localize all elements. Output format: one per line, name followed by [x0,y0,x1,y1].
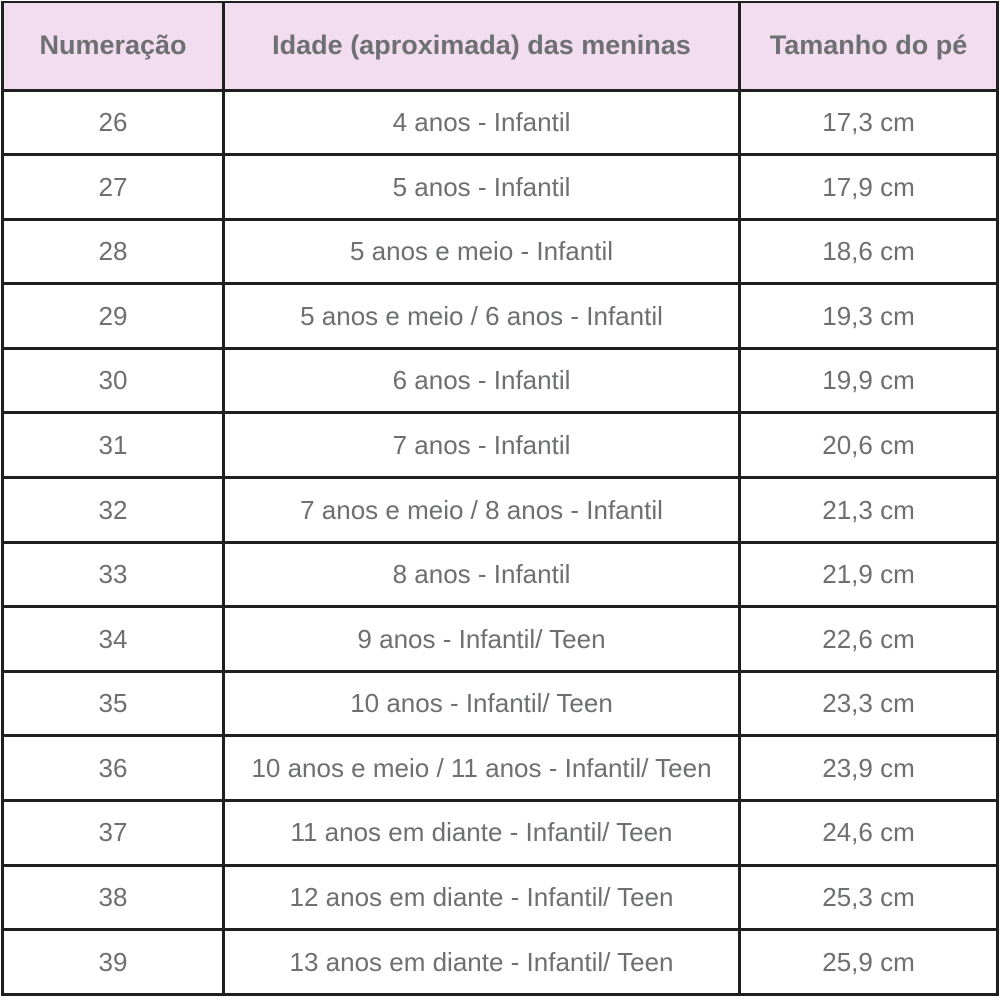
age-cell: 13 anos em diante - Infantil/ Teen [224,930,740,995]
foot-cell: 21,9 cm [740,542,998,607]
table-row [3,219,998,284]
size-cell: 27 [3,155,224,220]
size-cell: 38 [3,865,224,930]
foot-cell: 17,9 cm [740,155,998,220]
table-row [3,284,998,349]
age-cell: 5 anos e meio - Infantil [224,219,740,284]
shoe-size-table [1,1,999,996]
size-cell: 39 [3,930,224,995]
age-cell: 7 anos - Infantil [224,413,740,478]
table-header [3,2,998,90]
table-row [3,90,998,155]
foot-cell: 23,3 cm [740,671,998,736]
age-cell: 7 anos e meio / 8 anos - Infantil [224,478,740,543]
table-row [3,478,998,543]
table-body [3,90,998,995]
age-cell: 6 anos - Infantil [224,348,740,413]
age-cell: 5 anos - Infantil [224,155,740,220]
foot-cell: 19,9 cm [740,348,998,413]
size-cell: 31 [3,413,224,478]
size-cell: 29 [3,284,224,349]
table-row [3,671,998,736]
foot-cell: 17,3 cm [740,90,998,155]
size-cell: 34 [3,607,224,672]
size-cell: 33 [3,542,224,607]
foot-cell: 25,9 cm [740,930,998,995]
table-row [3,348,998,413]
age-cell: 9 anos - Infantil/ Teen [224,607,740,672]
header-cell-tamanho-pe: Tamanho do pé [740,2,998,90]
size-cell: 35 [3,671,224,736]
header-cell-idade: Idade (aproximada) das meninas [224,2,740,90]
age-cell: 4 anos - Infantil [224,90,740,155]
size-cell: 28 [3,219,224,284]
header-cell-numeracao: Numeração [3,2,224,90]
size-cell: 32 [3,478,224,543]
age-cell: 10 anos - Infantil/ Teen [224,671,740,736]
table-row [3,736,998,801]
foot-cell: 21,3 cm [740,478,998,543]
table-row [3,542,998,607]
size-cell: 37 [3,801,224,866]
table-row [3,155,998,220]
table-row [3,607,998,672]
table-row [3,930,998,995]
size-cell: 30 [3,348,224,413]
foot-cell: 24,6 cm [740,801,998,866]
age-cell: 10 anos e meio / 11 anos - Infantil/ Teen [224,736,740,801]
age-cell: 8 anos - Infantil [224,542,740,607]
foot-cell: 19,3 cm [740,284,998,349]
foot-cell: 22,6 cm [740,607,998,672]
foot-cell: 25,3 cm [740,865,998,930]
foot-cell: 20,6 cm [740,413,998,478]
table-row [3,865,998,930]
table-row [3,413,998,478]
size-cell: 26 [3,90,224,155]
foot-cell: 18,6 cm [740,219,998,284]
header-row [3,2,998,90]
foot-cell: 23,9 cm [740,736,998,801]
age-cell: 12 anos em diante - Infantil/ Teen [224,865,740,930]
age-cell: 5 anos e meio / 6 anos - Infantil [224,284,740,349]
age-cell: 11 anos em diante - Infantil/ Teen [224,801,740,866]
table-row [3,801,998,866]
size-cell: 36 [3,736,224,801]
